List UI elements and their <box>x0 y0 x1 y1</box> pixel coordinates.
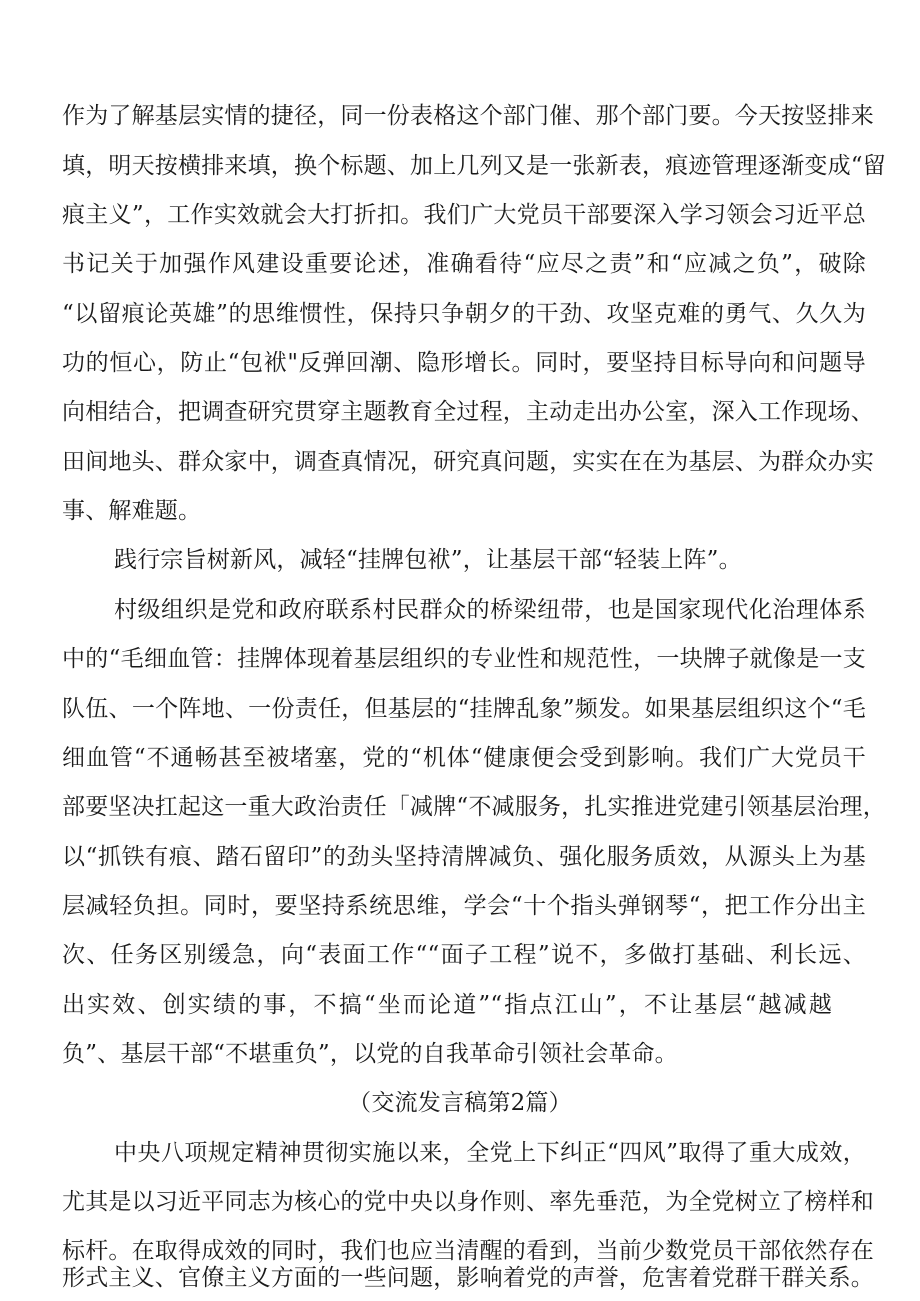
paragraph-line: 村级组织是党和政府联系村民群众的桥梁纽带，也是国家现代化治理体系 <box>114 597 866 623</box>
paragraph-line: 尤其是以习近平同志为核心的党中央以身作则、率先垂范，为全党树立了榜样和 <box>62 1189 874 1215</box>
paragraph-line: 田间地头、群众家中，调查真情况，研究真问题，实实在在为基层、为群众办实 <box>62 449 874 475</box>
paragraph-line: 部要坚决扛起这一重大政治责任「减牌“不减服务，扎实推进党建引领基层治理， <box>62 794 886 820</box>
paragraph-line: 作为了解基层实情的捷径，同一份表格这个部门催、那个部门要。今天按竖排来 <box>62 103 874 129</box>
paragraph-line: 中央八项规定精神贯彻实施以来，全党上下纠正“四风”取得了重大成效， <box>114 1140 866 1166</box>
paragraph-line: 填，明天按横排来填，换个标题、加上几列又是一张新表，痕迹管理逐渐变成“留 <box>62 153 886 179</box>
paragraph-line: 事、解难题。 <box>62 498 202 524</box>
paragraph-line: 形式主义、官僚主义方面的一些问题，影响着党的声誉，危害着党群干群关系。 <box>62 1265 874 1291</box>
paragraph-line: 向相结合，把调查研究贯穿主题教育全过程，主动走出办公室，深入工作现场、 <box>62 399 874 425</box>
paragraph-line: 队伍、一个阵地、一份责任，但基层的“挂牌乱象”频发。如果基层组织这个“毛 <box>62 696 866 722</box>
paragraph-line: 中的“毛细血管：挂牌体现着基层组织的专业性和规范性，一块牌子就像是一支 <box>62 646 866 672</box>
paragraph-line: 层减轻负担。同时，要坚持系统思维，学会“十个指头弹钢琴“，把工作分出主 <box>62 893 866 919</box>
section-heading: （交流发言稿第2篇） <box>348 1090 572 1116</box>
section-lead: 践行宗旨树新风，减轻“挂牌包袱”，让基层干部“轻装上阵”。 <box>114 547 742 573</box>
paragraph-line: 痕主义”，工作实效就会大打折扣。我们广大党员干部要深入学习领会习近平总 <box>62 202 866 228</box>
paragraph-line: 以“抓铁有痕、踏石留印”的劲头坚持清牌减负、强化服务质效，从源头上为基 <box>62 844 866 870</box>
paragraph-line: 细血管“不通畅甚至被堵塞，党的“机体“健康便会受到影响。我们广大党员干 <box>62 745 866 771</box>
paragraph-line: 标杆。在取得成效的同时，我们也应当清醒的看到，当前少数党员干部依然存在 <box>62 1238 874 1264</box>
paragraph-line: 负”、基层干部“不堪重负”，以党的自我革命引领社会革命。 <box>62 1041 678 1067</box>
paragraph-line: “以留痕论英雄”的思维惯性，保持只争朝夕的干劲、攻坚克难的勇气、久久为 <box>62 301 866 327</box>
paragraph-line: 出实效、创实绩的事，不搞“坐而论道”“指点江山”，不让基层“越减越 <box>62 992 832 1018</box>
paragraph-line: 次、任务区别缓急，向“表面工作““面子工程”说不，多做打基础、利长远、 <box>62 942 866 968</box>
paragraph-line: 书记关于加强作风建设重要论述，准确看待“应尽之责”和“应减之负”，破除 <box>62 251 866 277</box>
paragraph-line: 功的恒心，防止“包袱"反弹回潮、隐形增长。同时，要坚持目标导向和问题导 <box>62 350 866 376</box>
